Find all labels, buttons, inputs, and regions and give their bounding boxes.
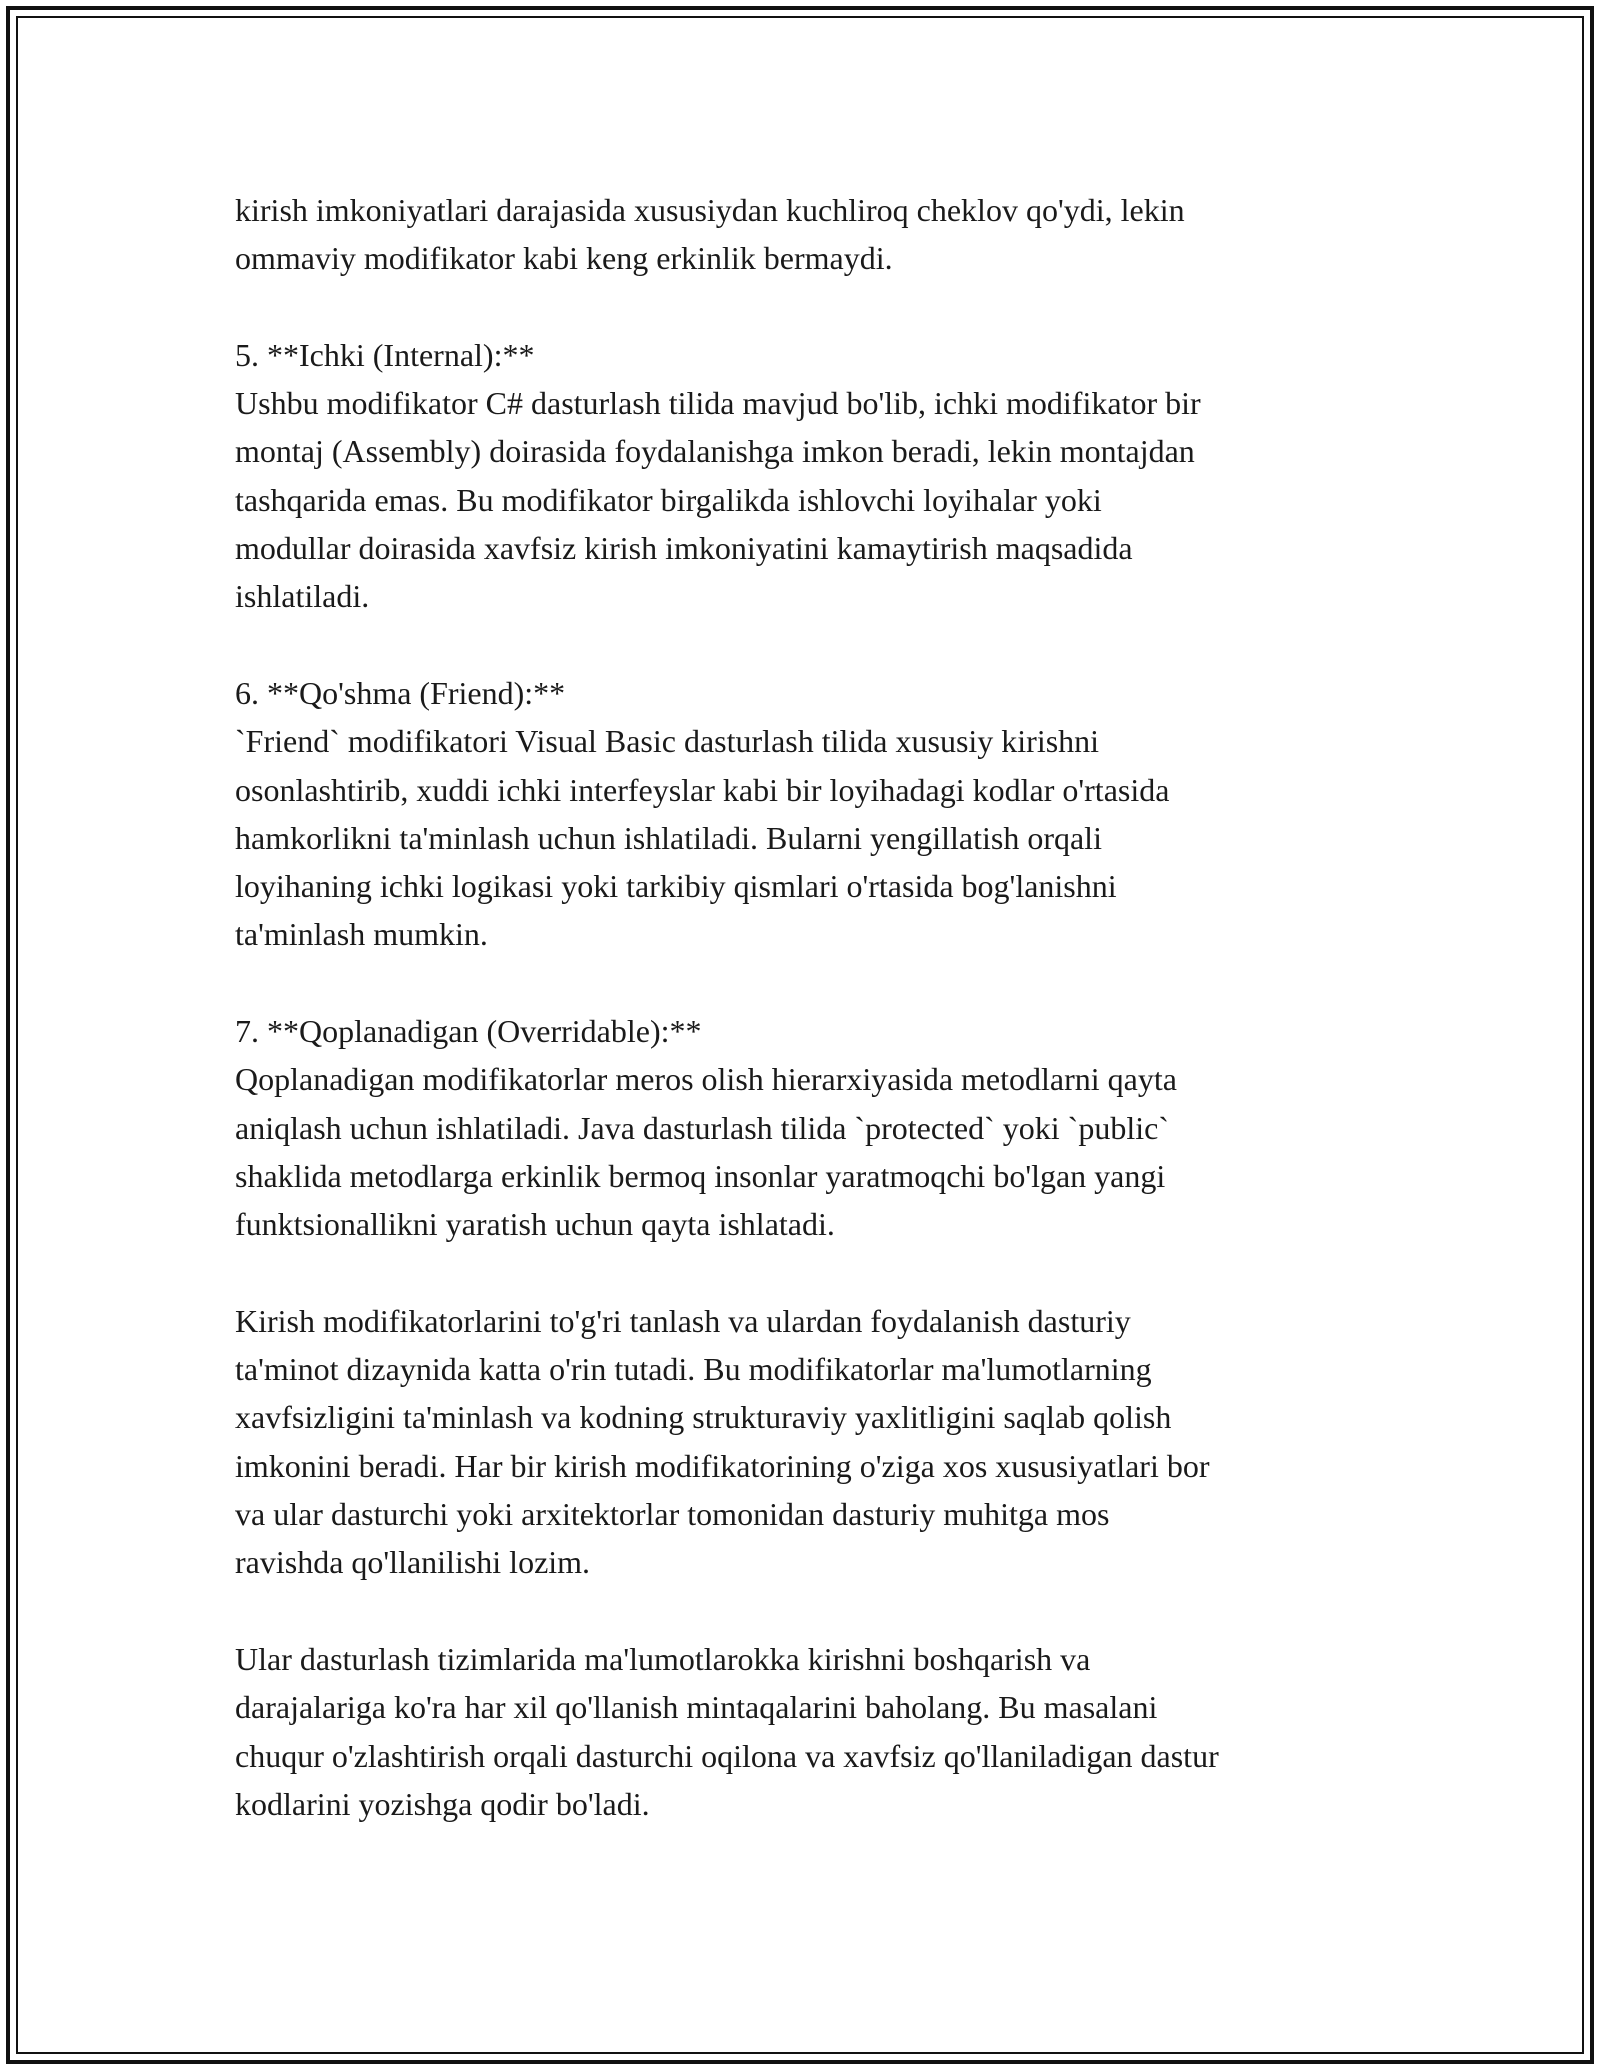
paragraph-gap	[235, 283, 1375, 331]
text-line: tashqarida emas. Bu modifikator birgalikda ishlovchi loyihalar yoki	[235, 481, 1102, 518]
text-line: hamkorlikni ta'minlash uchun ishlatiladi. Bularni yengillatish orqali	[235, 819, 1102, 856]
section-heading: 5. **Ichki (Internal):**	[235, 336, 535, 373]
text-line: kodlarini yozishga qodir bo'ladi.	[235, 1785, 650, 1822]
text-line: imkonini beradi. Har bir kirish modifikatorining o'ziga xos xususiyatlari bor	[235, 1447, 1210, 1484]
text-line: Kirish modifikatorlarini to'g'ri tanlash va ulardan foydalanish dasturiy	[235, 1302, 1131, 1339]
text-line: ravishda qo'llanilishi lozim.	[235, 1544, 591, 1581]
section-heading: 6. **Qo'shma (Friend):**	[235, 674, 566, 711]
text-line: ta'minot dizaynida katta o'rin tutadi. Bu modifikatorlar ma'lumotlarning	[235, 1351, 1152, 1388]
paragraph-summary	[235, 1297, 1375, 1587]
text-line: ishlatiladi.	[235, 578, 370, 615]
text-line: chuqur o'zlashtirish orqali dasturchi oqilona va xavfsiz qo'llaniladigan dastur	[235, 1737, 1219, 1774]
text-line: `Friend` modifikatori Visual Basic dasturlash tilida xususiy kirishni	[235, 723, 1100, 760]
document-body	[235, 186, 1375, 1828]
paragraph-conclusion	[235, 1635, 1375, 1828]
text-line: modullar doirasida xavfsiz kirish imkoniyatini kamaytirish maqsadida	[235, 530, 1133, 567]
text-line: osonlashtirib, xuddi ichki interfeyslar kabi bir loyihadagi kodlar o'rtasida	[235, 771, 1170, 808]
text-line: darajalariga ko'ra har xil qo'llanish mintaqalarini baholang. Bu masalani	[235, 1689, 1158, 1726]
paragraph-intro	[235, 186, 1375, 283]
text-line: ta'minlash mumkin.	[235, 916, 488, 953]
text-line: funktsionallikni yaratish uchun qayta ishlatadi.	[235, 1206, 835, 1243]
text-line: shaklida metodlarga erkinlik bermoq insonlar yaratmoqchi bo'lgan yangi	[235, 1157, 1166, 1194]
text-line: aniqlash uchun ishlatiladi. Java dasturlash tilida `protected` yoki `public`	[235, 1109, 1169, 1146]
paragraph-gap	[235, 621, 1375, 669]
text-line: Ular dasturlash tizimlarida ma'lumotlarokka kirishni boshqarish va	[235, 1640, 1091, 1677]
text-line: montaj (Assembly) doirasida foydalanishga imkon beradi, lekin montajdan	[235, 433, 1195, 470]
paragraph-gap	[235, 1249, 1375, 1297]
text-line: kirish imkoniyatlari darajasida xususiydan kuchliroq cheklov qo'ydi, lekin	[235, 192, 1185, 228]
text-line: Ushbu modifikator C# dasturlash tilida mavjud bo'lib, ichki modifikator bir	[235, 385, 1201, 422]
paragraph-gap	[235, 959, 1375, 1007]
text-line: Qoplanadigan modifikatorlar meros olish hierarxiyasida metodlarni qayta	[235, 1061, 1177, 1098]
paragraph-gap	[235, 1587, 1375, 1635]
section-heading: 7. **Qoplanadigan (Overridable):**	[235, 1013, 702, 1050]
text-line: xavfsizligini ta'minlash va kodning strukturaviy yaxlitligini saqlab qolish	[235, 1399, 1172, 1436]
section-overridable	[235, 1007, 1375, 1248]
section-internal	[235, 331, 1375, 621]
text-line: ommaviy modifikator kabi keng erkinlik bermaydi.	[235, 240, 893, 277]
text-line: va ular dasturchi yoki arxitektorlar tomonidan dasturiy muhitga mos	[235, 1496, 1110, 1533]
section-friend	[235, 669, 1375, 959]
text-line: loyihaning ichki logikasi yoki tarkibiy qismlari o'rtasida bog'lanishni	[235, 868, 1117, 905]
